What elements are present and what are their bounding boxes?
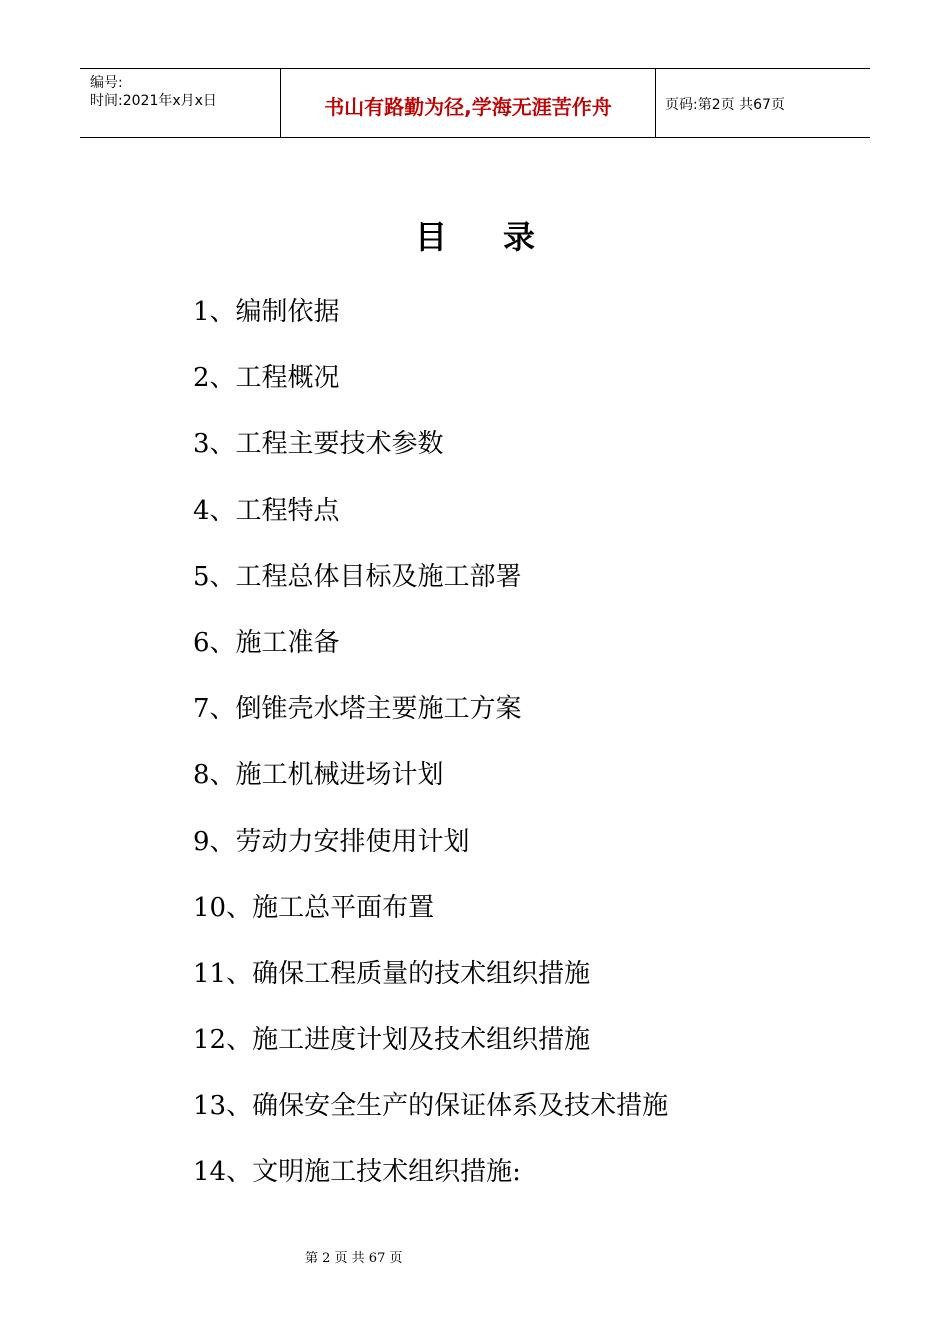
toc-item: 14、文明施工技术组织措施: <box>193 1157 521 1188</box>
motto: 书山有路勤为径,学海无涯苦作舟 <box>324 95 612 119</box>
page-footer: 第 2 页 共 67 页 <box>305 1251 403 1266</box>
page-header <box>80 68 870 138</box>
toc-item: 2、工程概况 <box>193 363 340 394</box>
page-title: 目录 <box>414 218 591 256</box>
toc-item: 1、编制依据 <box>193 297 340 327</box>
header-page-cell <box>655 69 870 137</box>
toc-item: 7、倒锥壳水塔主要施工方案 <box>193 694 522 725</box>
time-line: 时间:2021年x月x日 <box>90 93 217 109</box>
toc-item: 6、施工准备 <box>193 627 340 658</box>
header-motto-cell <box>280 69 656 137</box>
toc-item: 5、工程总体目标及施工部署 <box>193 561 522 592</box>
toc-item: 11、确保工程质量的技术组织措施 <box>193 958 591 989</box>
header-meta-cell <box>80 69 280 137</box>
toc-item: 9、劳动力安排使用计划 <box>193 826 470 857</box>
toc-item: 8、施工机械进场计划 <box>193 760 444 791</box>
toc-item: 4、工程特点 <box>193 495 340 526</box>
toc-item: 10、施工总平面布置 <box>193 892 435 923</box>
toc-item: 3、工程主要技术参数 <box>193 429 444 460</box>
toc-item: 13、确保安全生产的保证体系及技术措施 <box>193 1091 669 1122</box>
code-label: 编号: <box>90 75 123 91</box>
page-code: 页码:第2页 共67页 <box>665 97 785 113</box>
table-of-contents <box>193 290 668 1217</box>
toc-item: 12、施工进度计划及技术组织措施 <box>193 1025 591 1056</box>
